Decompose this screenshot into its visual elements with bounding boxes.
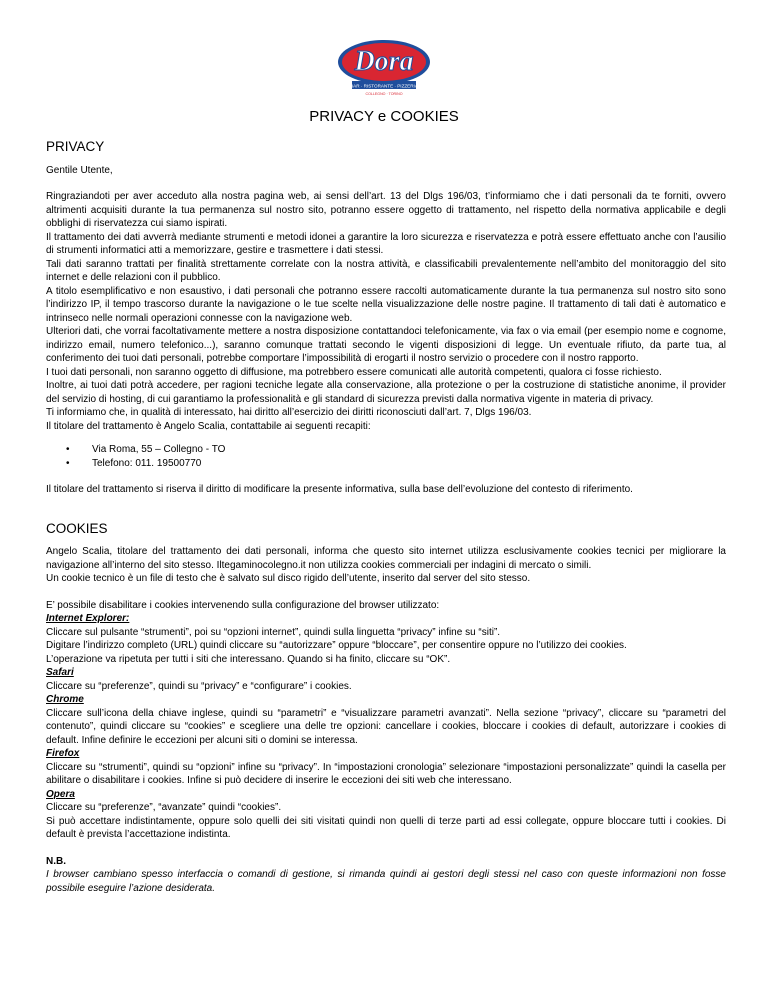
- browser-name-safari: Safari: [46, 667, 74, 678]
- privacy-paragraph: A titolo esemplificativo e non esaustivo, i dati personali che potranno essere raccolti automaticamente durante la tua permanenza sul nostro sito sono l’indirizzo IP, il tempo trascorso durante la navigazione o le tue scelte nella visualizzazione delle nostre pagine. Il trattamento di tali dati è automatico e intrinseco nelle normali operazioni connesse con la navigazione web.: [46, 285, 726, 324]
- privacy-greeting: Gentile Utente,: [46, 164, 113, 176]
- contact-phone: • Telefono: 011. 19500770: [92, 457, 726, 471]
- cookies-heading: COOKIES: [46, 520, 108, 536]
- dora-logo-graphic: [330, 36, 438, 98]
- logo-brand-text: Dora: [354, 46, 414, 77]
- document-body: [46, 140, 726, 895]
- page-title: PRIVACY e COOKIES: [309, 108, 459, 125]
- browser-instructions: Cliccare su “strumenti”, quindi su “opzioni” infine su “privacy”. In “impostazioni cronologia” selezionare “impostazioni personalizzate” quindi la casella per abilitare o disabilitare i cookies. Infine si può decidere di inserire le eccezioni dei siti web che interessano.: [46, 761, 726, 786]
- privacy-paragraph: Ulteriori dati, che vorrai facoltativamente mettere a nostra disposizione contattandoci telefonicamente, via fax o via email (per esempio nome e cognome, indirizzo email, numero telefonico...), saranno comunque trattati secondo le vigenti disposizioni di legge. Un eventuale rifiuto, da parte tua, al conferimento dei tuoi dati personali, potrebbe comportare l’impossibilità di erogarti il nostro servizio o procedere con il nostro rapporto.: [46, 326, 726, 364]
- browser-instructions: Digitare l’indirizzo completo (URL) quindi cliccare su “autorizzare” oppure “bloccare”, per consentire oppure no l’utilizzo dei cookies.: [46, 640, 627, 651]
- privacy-paragraph: I tuoi dati personali, non saranno oggetto di diffusione, ma potrebbero essere comunicati alle autorità competenti, qualora ci fosse richiesto.: [46, 366, 662, 378]
- contact-list: [46, 443, 726, 470]
- privacy-paragraph: Ringraziandoti per aver acceduto alla nostra pagina web, ai sensi dell’art. 13 del Dlgs 196/03, t’informiamo che i dati personali da te forniti, ovvero altrimenti acquisiti durante la tua permanenza sul nostro sito, potranno essere oggetto di trattamento, nel rispetto della normativa applicabile e degli obblighi di riservatezza cui siamo ispirati.: [46, 191, 726, 229]
- browser-instructions: Si può accettare indistintamente, oppure solo quelli dei siti visitati quindi non quelli di terze parti ad essi collegate, oppure bloccare tutti i cookies. Di default è prevista l’accettazione indistinta.: [46, 815, 726, 840]
- logo-sub-text: COLLEGNO · TORINO: [365, 92, 403, 96]
- browser-name-ie: Internet Explorer:: [46, 613, 130, 624]
- dora-logo: [330, 36, 438, 98]
- browser-instructions: L’operazione va ripetuta per tutti i siti che interessano. Quando si ha finito, cliccare su “OK”.: [46, 653, 451, 665]
- privacy-paragraph: Il trattamento dei dati avverrà mediante strumenti e metodi idonei a garantire la loro sicurezza e riservatezza e potrà essere effettuato anche con l’ausilio di strumenti informatici atti a memorizzare, gestire e trasmettere i dati stessi.: [46, 231, 726, 256]
- browser-name-opera: Opera: [46, 788, 75, 800]
- nb-note: I browser cambiano spesso interfaccia o comandi di gestione, si rimanda quindi ai gestori degli stessi nel caso con queste informazioni non fosse possibile eseguire l’azione desiderata.: [46, 869, 726, 894]
- cookies-intro: Un cookie tecnico è un file di testo che è salvato sul disco rigido dell’utente, inserito dal server del sito stesso.: [46, 573, 531, 584]
- privacy-heading: PRIVACY: [46, 139, 105, 154]
- browser-name-firefox: Firefox: [46, 748, 80, 759]
- privacy-paragraph: Inoltre, ai tuoi dati potrà accedere, per ragioni tecniche legate alla conservazione, alla protezione o per la costruzione di statistiche anonime, il provider del servizio di hosting, di cui garantiamo la professionalità e gli standard di sicurezza previsti dalla normativa vigente in materia di privacy.: [46, 380, 726, 405]
- privacy-paragraph: Ti informiamo che, in qualità di interessato, hai diritto all’esercizio dei diritti riconosciuti dall’art. 7, Dlgs 196/03.: [46, 407, 532, 418]
- privacy-paragraph: Il titolare del trattamento è Angelo Scalia, contattabile ai seguenti recapiti:: [46, 420, 371, 432]
- browser-name-chrome: Chrome: [46, 694, 84, 705]
- nb-label: N.B.: [46, 855, 66, 867]
- privacy-paragraph: Tali dati saranno trattati per finalità strettamente correlate con la nostra attività, e classificabili prevalentemente nell’ambito del monitoraggio del sito internet e delle relazioni con il pubblico.: [46, 258, 726, 283]
- contact-address: • Via Roma, 55 – Collegno - TO: [92, 443, 726, 457]
- cookies-disable-intro: E’ possibile disabilitare i cookies intervenendo sulla configurazione del browser utilizzato:: [46, 599, 440, 611]
- browser-instructions: Cliccare su “preferenze”, “avanzate” quindi “cookies”.: [46, 802, 282, 813]
- browser-instructions: Cliccare sull’icona della chiave inglese, quindi su “parametri” e “visualizzare parametri avanzati”. Nella sezione “privacy”, cliccare su “parametri del contenuto”, quindi cliccare su “cookies” e scegliere una delle tre opzioni: cancellare i cookies, bloccare i cookies di default, autorizzare i cookies di default. Infine definire le eccezioni per alcuni siti o domini se interessa.: [46, 707, 726, 746]
- cookies-intro: Angelo Scalia, titolare del trattamento dei dati personali, informa che questo sito internet utilizza esclusivamente cookies tecnici per migliorare la navigazione all’interno del sito stesso. Iltegaminocolegno.it non utilizza cookies commerciali per indagini di mercato o simili.: [46, 546, 726, 571]
- browser-instructions: Cliccare sul pulsante “strumenti”, poi su “opzioni internet”, quindi sulla linguetta “privacy” infine su “siti”.: [46, 626, 501, 638]
- logo-tagline-text: BAR · RISTORANTE · PIZZERIA: [350, 83, 418, 89]
- browser-instructions: Cliccare su “preferenze”, quindi su “privacy” e “configurare” i cookies.: [46, 680, 352, 692]
- privacy-closing: Il titolare del trattamento si riserva il diritto di modificare la presente informativa, sulla base dell’evoluzione del contesto di riferimento.: [46, 484, 633, 495]
